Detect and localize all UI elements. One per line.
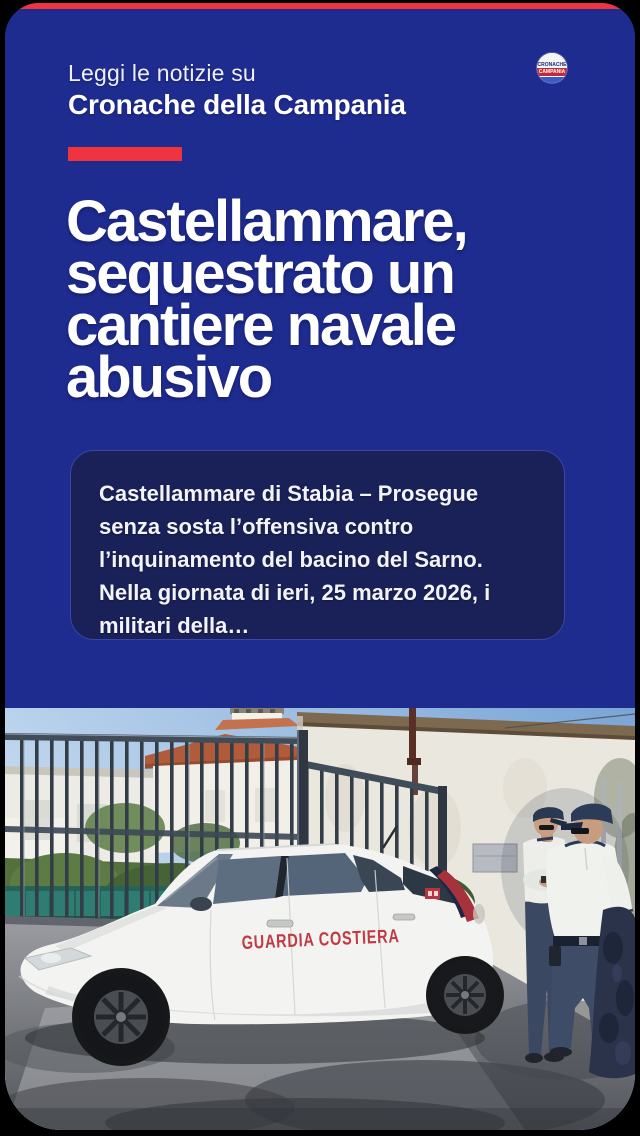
logo-bottom-area: [537, 76, 567, 83]
bottom-shade: [5, 1108, 635, 1130]
car-livery-text: GUARDIA COSTIERA: [241, 923, 450, 954]
site-logo-icon[interactable]: [537, 53, 567, 83]
article-excerpt: Castellammare di Stabia – Prosegue senza sosta l’offensiva contro l’inquinamento del bacino del Sarno. Nella giornata di ieri, 25 marzo 2026, i militari della…: [99, 481, 491, 638]
logo-text-line2: CAMPANIA: [538, 69, 566, 75]
door-handle: [267, 920, 293, 927]
eyebrow-text: Leggi le notizie su: [68, 60, 256, 86]
excerpt-box: [70, 450, 565, 640]
article-headline: Castellammare, sequestrato un cantiere navale abusivo: [66, 189, 467, 410]
article-photo: [5, 708, 635, 1130]
red-accent-bar: [68, 147, 182, 161]
belt-radio: [549, 946, 561, 966]
logo-text-line1: CRONACHE: [537, 62, 567, 68]
car-wheel-rear: [426, 956, 504, 1034]
top-red-strip: [5, 3, 635, 9]
site-name: Cronache della Campania: [68, 89, 406, 120]
logo-top-area: [537, 53, 567, 62]
side-mirror: [190, 897, 212, 911]
story-card[interactable]: [5, 3, 635, 1130]
car-wheel-front: [72, 968, 170, 1066]
photo-scene: [5, 708, 635, 1130]
story-header-panel: [5, 3, 635, 708]
